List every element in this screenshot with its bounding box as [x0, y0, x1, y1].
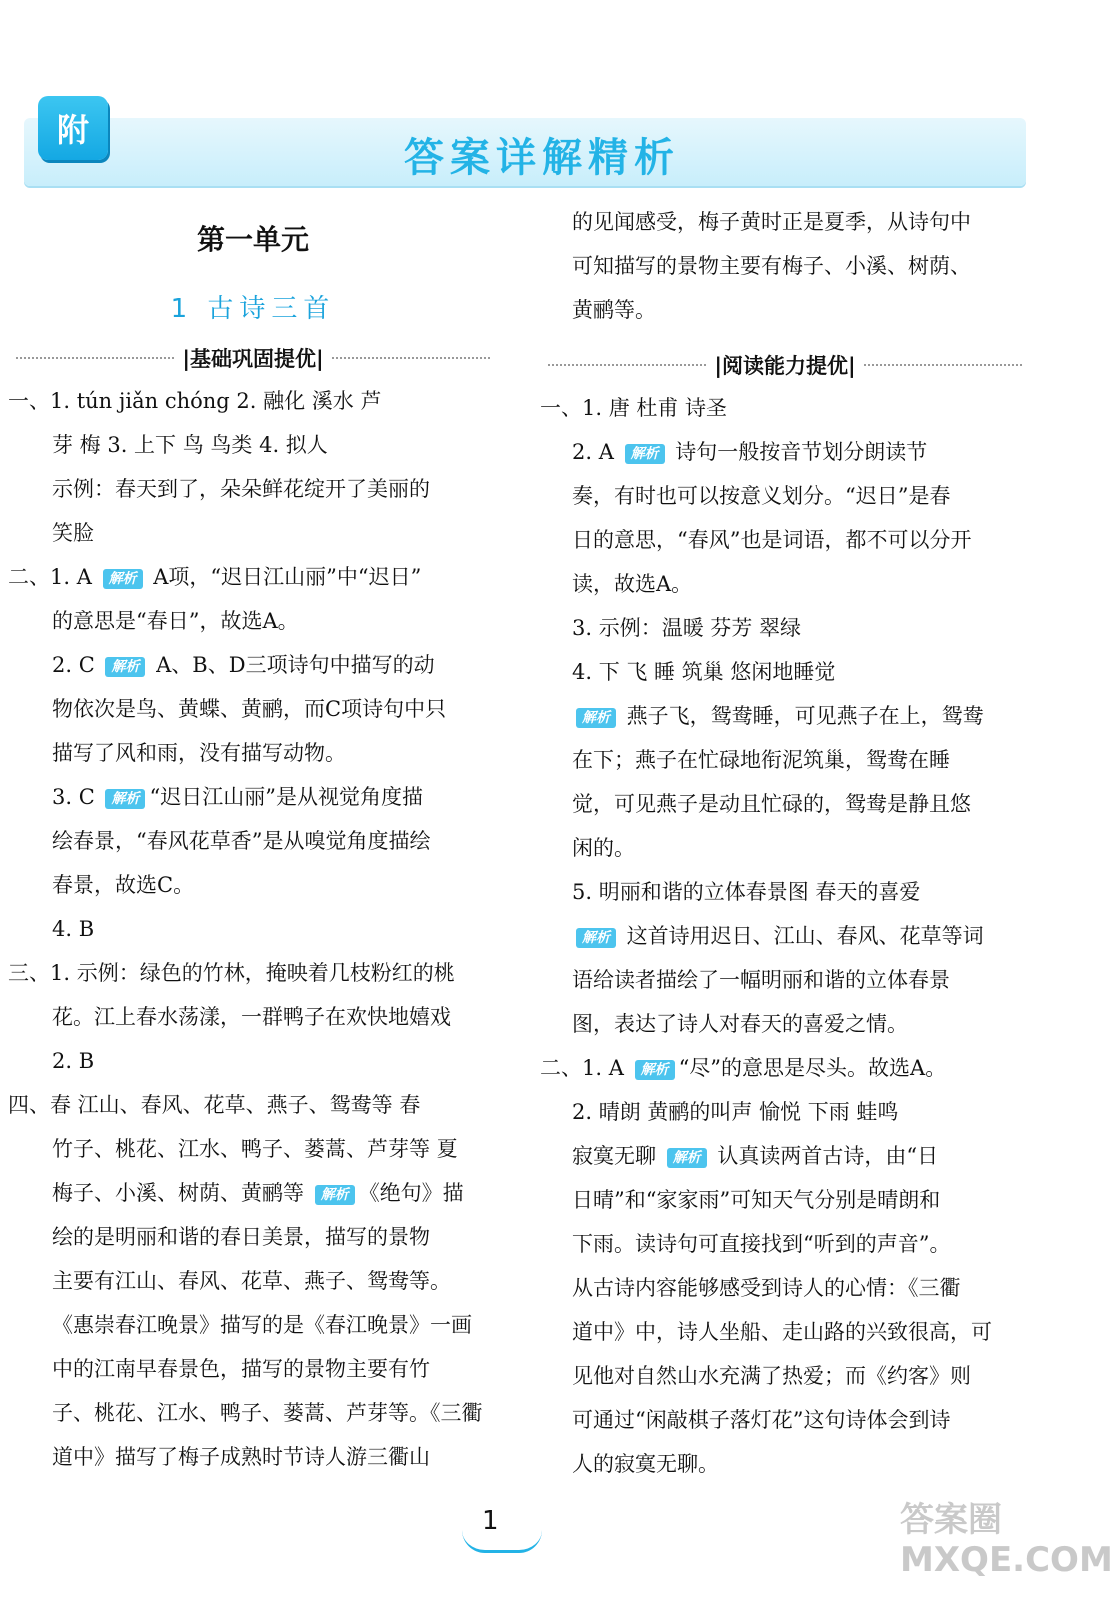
answer-line: 可通过“闲敲棋子落灯花”这句诗体会到诗	[572, 1408, 951, 1432]
answer-line: 见他对自然山水充满了热爱；而《约客》则	[572, 1364, 971, 1388]
answer-line: 日晴”和“家家雨”可知天气分别是晴朗和	[572, 1188, 941, 1212]
analysis-tag: 解析	[667, 1148, 707, 1168]
answer-line: 四、春 江山、春风、花草、燕子、鸳鸯等 春	[8, 1093, 421, 1117]
section-reading	[540, 350, 1030, 380]
answer-line: 5. 明丽和谐的立体春景图 春天的喜爱	[572, 880, 921, 904]
answer-line: 在下；燕子在忙碌地衔泥筑巢，鸳鸯在睡	[572, 748, 950, 772]
answer-line: 道中》中，诗人坐船、走山路的兴致很高，可	[572, 1320, 992, 1344]
analysis-tag: 解析	[625, 444, 665, 464]
answer-line: 绘的是明丽和谐的春日美景，描写的景物	[52, 1225, 430, 1249]
page-title: 答案详解精析	[404, 135, 680, 181]
answer-line: 4. 下 飞 睡 筑巢 悠闲地睡觉	[572, 660, 836, 684]
answer-line: 黄鹂等。	[572, 298, 656, 322]
section-label: |阅读能力提优|	[714, 354, 856, 378]
answer-line: 2. A 解析 诗句一般按音节划分朗读节	[572, 440, 928, 464]
answer-line: 道中》描写了梅子成熟时节诗人游三衢山	[52, 1445, 430, 1469]
answer-line: 4. B	[52, 917, 95, 941]
lesson-title: 1 古诗三首	[170, 294, 336, 324]
answer-line: 示例：春天到了，朵朵鲜花绽开了美丽的	[52, 477, 430, 501]
answer-line: 子、桃花、江水、鸭子、蒌蒿、芦芽等。《三衢	[52, 1401, 483, 1425]
divider	[16, 357, 174, 359]
answer-line: 中的江南早春景色，描写的景物主要有竹	[52, 1357, 430, 1381]
answer-line: 二、1. A 解析 “尽”的意思是尽头。故选A。	[540, 1056, 947, 1080]
answer-line: 从古诗内容能够感受到诗人的心情：《三衢	[572, 1276, 961, 1300]
answer-line: 读，故选A。	[572, 572, 693, 596]
watermark: 答案圈 MXQE.COM	[900, 1500, 1113, 1580]
page-number: 1	[482, 1506, 499, 1536]
answer-line: 寂寞无聊 解析 认真读两首古诗，由“日	[572, 1144, 939, 1168]
answer-line: 三、1. 示例：绿色的竹林，掩映着几枝粉红的桃	[8, 961, 455, 985]
answer-line: 一、1. tún jiǎn chóng 2. 融化 溪水 芦	[8, 389, 382, 413]
analysis-tag: 解析	[105, 657, 145, 677]
answer-line: 芽 梅 3. 上下 鸟 鸟类 4. 拟人	[52, 433, 328, 457]
answer-line: 图，表达了诗人对春天的喜爱之情。	[572, 1012, 908, 1036]
answer-line: 下雨。读诗句可直接找到“听到的声音”。	[572, 1232, 951, 1256]
answer-line: 解析 燕子飞，鸳鸯睡，可见燕子在上，鸳鸯	[540, 694, 1030, 738]
answer-line: 二、1. A 解析 A项，“迟日江山丽”中“迟日”	[8, 565, 422, 589]
analysis-tag: 解析	[576, 928, 616, 948]
continued-text	[540, 200, 1030, 332]
analysis-tag: 解析	[315, 1185, 355, 1205]
answer-line: 描写了风和雨，没有描写动物。	[52, 741, 346, 765]
analysis-tag: 解析	[635, 1060, 675, 1080]
answer-line: 3. 示例：温暖 芬芳 翠绿	[572, 616, 802, 640]
answer-line: 《惠崇春江晚景》描写的是《春江晚景》一画	[52, 1313, 472, 1337]
answer-line: 2. C 解析 A、B、D三项诗句中描写的动	[52, 653, 435, 677]
analysis-tag: 解析	[105, 789, 145, 809]
answer-line: 人的寂寞无聊。	[572, 1452, 719, 1476]
section-label: |基础巩固提优|	[182, 347, 324, 371]
answer-line: 笑脸	[52, 521, 94, 545]
right-column	[540, 200, 1030, 1486]
answer-line: 语给读者描绘了一幅明丽和谐的立体春景	[572, 968, 950, 992]
answer-line: 2. B	[52, 1049, 95, 1073]
answer-line: 花。江上春水荡漾，一群鸭子在欢快地嬉戏	[52, 1005, 451, 1029]
unit-title: 第一单元	[196, 223, 309, 256]
analysis-tag: 解析	[103, 569, 143, 589]
answer-list-left	[8, 379, 498, 1479]
answer-line: 梅子、小溪、树荫、黄鹂等 解析 《绝句》描	[52, 1181, 464, 1205]
answer-line: 绘春景，“春风花草香”是从嗅觉角度描绘	[52, 829, 431, 853]
answer-line: 竹子、桃花、江水、鸭子、蒌蒿、芦芽等 夏	[52, 1137, 458, 1161]
answer-line: 的见闻感受，梅子黄时正是夏季，从诗句中	[572, 210, 971, 234]
divider	[548, 364, 706, 366]
answer-line: 3. C 解析 “迟日江山丽”是从视觉角度描	[52, 785, 423, 809]
answer-line: 可知描写的景物主要有梅子、小溪、树荫、	[572, 254, 971, 278]
answer-line: 主要有江山、春风、花草、燕子、鸳鸯等。	[52, 1269, 451, 1293]
section-basic	[8, 343, 498, 373]
answer-line: 的意思是“春日”，故选A。	[52, 609, 299, 633]
appendix-badge: 附	[38, 96, 108, 160]
answer-line: 觉，可见燕子是动且忙碌的，鸳鸯是静且悠	[572, 792, 971, 816]
answer-line: 解析 这首诗用迟日、江山、春风、花草等词	[540, 914, 1030, 958]
left-column	[8, 200, 498, 1479]
answer-line: 一、1. 唐 杜甫 诗圣	[540, 396, 728, 420]
divider	[864, 364, 1022, 366]
answer-line: 日的意思，“春风”也是词语，都不可以分开	[572, 528, 972, 552]
divider	[332, 357, 490, 359]
answer-line: 春景，故选C。	[52, 873, 195, 897]
answer-line: 奏，有时也可以按意义划分。“迟日”是春	[572, 484, 951, 508]
answer-line: 闲的。	[572, 836, 635, 860]
answer-line: 物依次是鸟、黄蝶、黄鹂，而C项诗句中只	[52, 697, 447, 721]
answer-line: 2. 晴朗 黄鹂的叫声 愉悦 下雨 蛙鸣	[572, 1100, 899, 1124]
analysis-tag: 解析	[576, 708, 616, 728]
page-number-underline	[462, 1530, 542, 1553]
answer-list-right	[540, 386, 1030, 1486]
